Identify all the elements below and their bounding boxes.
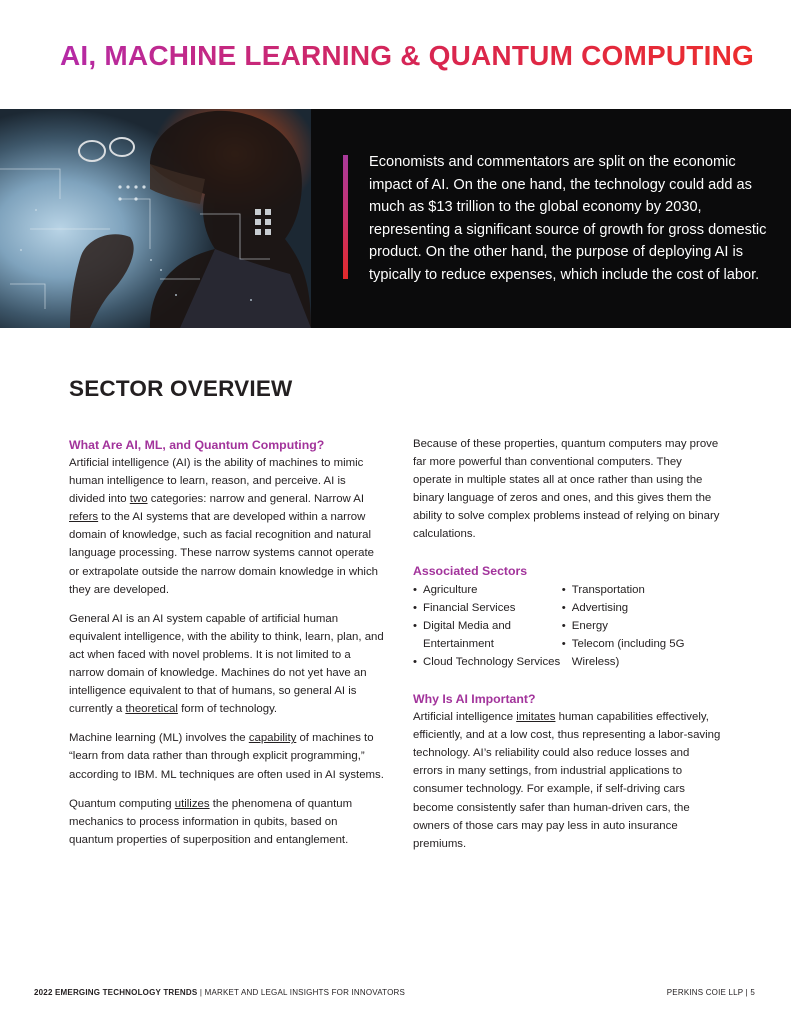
footer-subtitle: MARKET AND LEGAL INSIGHTS FOR INNOVATORS: [204, 988, 406, 997]
sectors-column-2: [562, 581, 721, 671]
hero-banner: [0, 109, 791, 328]
link-capability[interactable]: capability: [248, 732, 297, 745]
list-item: • Cloud Technology Services: [413, 653, 562, 671]
footer-publication: 2022 EMERGING TECHNOLOGY TRENDS: [34, 988, 198, 997]
footer-firm: PERKINS COIE LLP: [666, 988, 744, 997]
link-imitates[interactable]: imitates: [516, 711, 556, 724]
paragraph-quantum-properties: Because of these properties, quantum computers may prove far more powerful than conventional computers. They operate in multiple states all at once rather than using the binary language of zeros and ones, and this gives them the ability to solve complex problems instead of relying on binary calculations.: [413, 438, 720, 541]
footer-separator: |: [199, 988, 203, 997]
link-utilizes[interactable]: utilizes: [174, 797, 210, 810]
list-item: • Energy: [562, 617, 721, 635]
list-item: • Financial Services: [413, 599, 562, 617]
sectors-list: [413, 581, 721, 671]
page-title: AI, MACHINE LEARNING & QUANTUM COMPUTING: [60, 40, 754, 71]
footer-separator: |: [745, 988, 748, 997]
heading-what-are-ai: What Are AI, ML, and Quantum Computing?: [69, 438, 325, 452]
link-refers[interactable]: refers: [69, 511, 99, 524]
paragraph-ai-definition: Artificial intelligence (AI) is the ability of machines to mimic human intelligence to learn, reason, and perceive. AI is divided into two categories: narrow and general. Narrow AI refers to the AI systems that are developed within a narrow domain of knowledge, such as facial recognition and natural language processing. These narrow systems cannot operate or extrapolate outside the narrow domain knowledge in which they are developed.: [69, 457, 378, 596]
hero-photo: [0, 109, 311, 328]
right-column: [413, 435, 721, 864]
footer-right: [667, 988, 755, 997]
list-item: • Telecom (including 5G Wireless): [562, 635, 721, 671]
section-title: SECTOR OVERVIEW: [69, 376, 293, 401]
paragraph-machine-learning: Machine learning (ML) involves the capability of machines to “learn from data rather than through explicit programming,” according to IBM. ML techniques are often used in AI systems.: [69, 732, 384, 781]
heading-associated-sectors: Associated Sectors: [413, 563, 528, 578]
quote-accent-bar: [343, 155, 348, 279]
link-theoretical[interactable]: theoretical: [125, 703, 178, 716]
sectors-column-1: [413, 581, 562, 671]
list-item: • Transportation: [562, 581, 721, 599]
hero-quote: Economists and commentators are split on the economic impact of AI. On the one hand, the technology could add as much as $13 trillion to the global economy by 2030, representing a significant source of growth for gross domestic product. On the other hand, the purpose of deploying AI is typically to reduce expenses, which include the cost of labor.: [369, 154, 767, 283]
paragraph-quantum-computing: Quantum computing utilizes the phenomena of quantum mechanics to process information in qubits, based on quantum properties of superposition and entanglement.: [69, 797, 353, 846]
list-item: • Agriculture: [413, 581, 562, 599]
list-item: • Digital Media and Entertainment: [413, 617, 562, 653]
paragraph-general-ai: General AI is an AI system capable of artificial human equivalent intelligence, with the ability to think, learn, plan, and act when faced with novel problems. It is not limited to a narrow domain of knowledge. Machines do not yet have an intelligence equivalent to that of humans, so general AI is currently a theoretical form of technology.: [69, 612, 384, 716]
left-column: [69, 436, 384, 860]
hero-illustration: [0, 109, 311, 328]
list-item: • Advertising: [562, 599, 721, 617]
heading-why-ai-important: Why Is AI Important?: [413, 692, 536, 707]
footer-left: [34, 988, 405, 997]
link-two[interactable]: two: [129, 493, 148, 506]
paragraph-why-ai-important: Artificial intelligence imitates human capabilities effectively, efficiently, and at a low cost, thus representing a labor-saving technology. AI’s reliability could also reduce losses and errors in many settings, from industrial applications to consumer technology. For example, if self-driving cars become consistently safer than human-driven cars, the owners of those cars may pay less in auto insurance premiums.: [413, 711, 721, 850]
page-number: 5: [750, 988, 755, 997]
